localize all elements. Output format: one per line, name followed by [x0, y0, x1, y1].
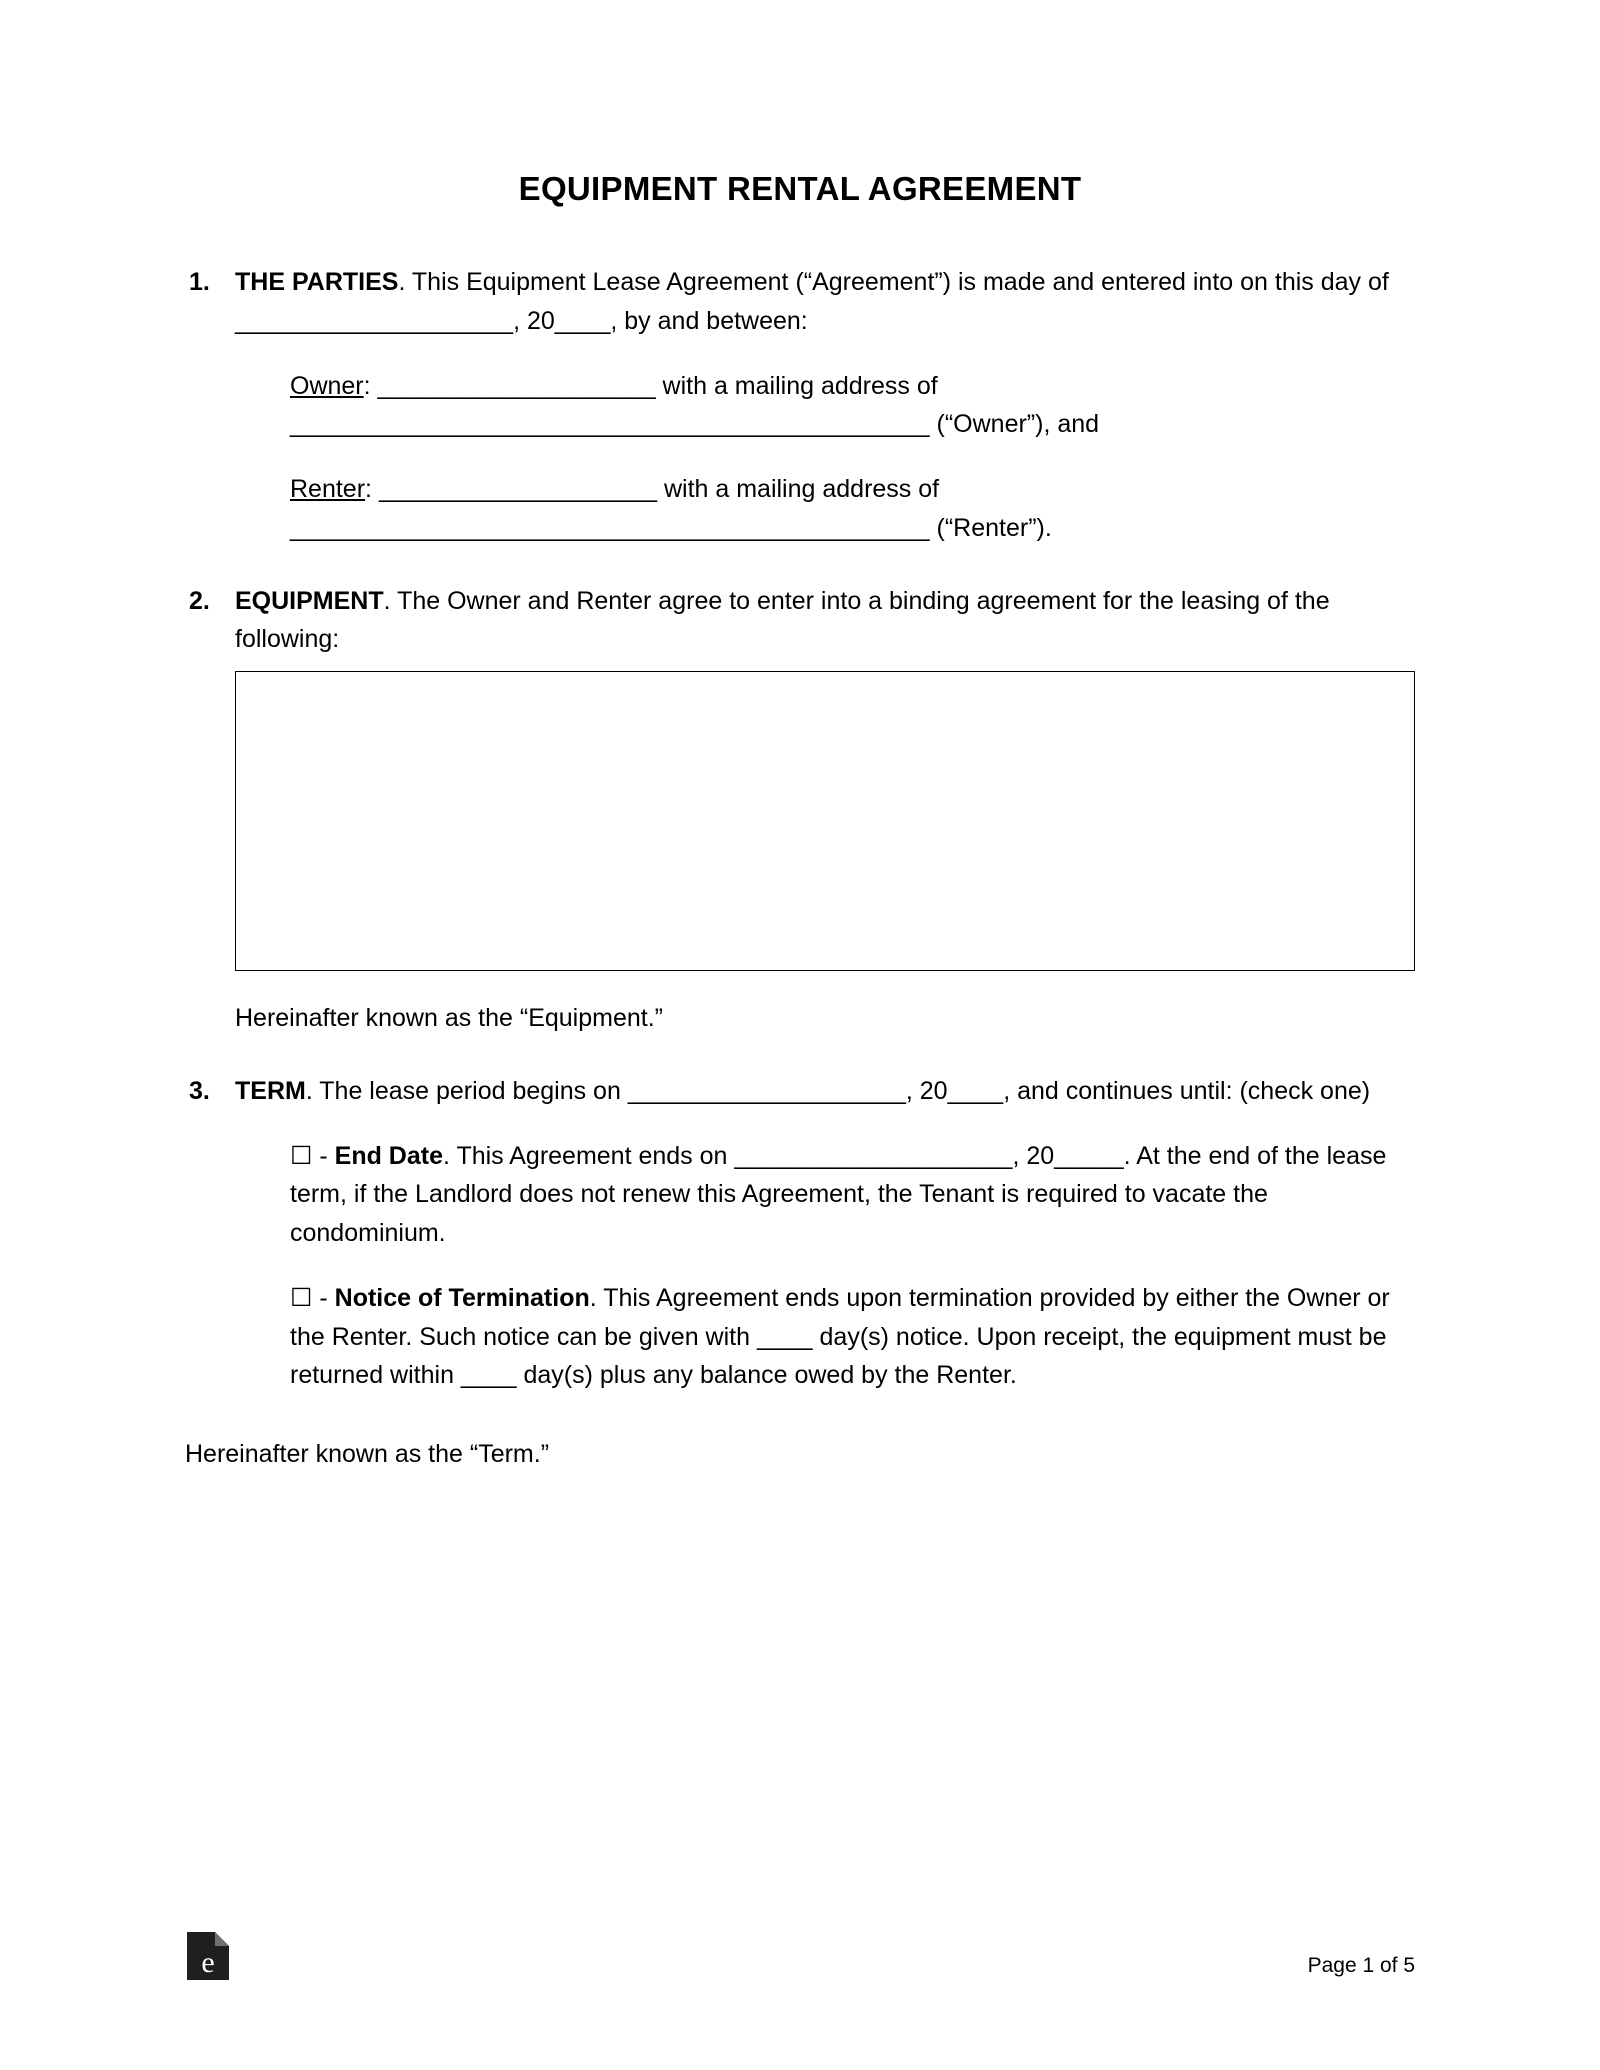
page-number: Page 1 of 5 [1307, 1954, 1415, 1977]
section-number: 1. [189, 268, 210, 296]
section-heading: EQUIPMENT [235, 586, 384, 615]
checkbox-end-date-icon[interactable]: ☐ [290, 1141, 313, 1170]
option-end-date-heading: End Date [334, 1141, 443, 1170]
term-defined-term: Hereinafter known as the “Term.” [185, 1440, 550, 1468]
section-heading: TERM [235, 1076, 306, 1105]
section-intro [235, 1072, 1415, 1111]
eforms-logo-icon [185, 1930, 231, 1982]
equipment-defined-term: Hereinafter known as the “Equipment.” [235, 1004, 663, 1032]
section-intro-text: . The lease period begins on ____________________, 20____, and continues until: (check one) [305, 1076, 1371, 1105]
section-heading: THE PARTIES [235, 268, 399, 296]
section-intro-text: . The Owner and Renter agree to enter into a binding agreement for the leasing of the following: [235, 586, 1330, 654]
option-dash: - [312, 1283, 335, 1312]
owner-line-1: : ____________________ with a mailing address of [363, 371, 938, 400]
renter-line-2: ______________________________________________ (“Renter”). [290, 513, 1052, 542]
owner-block [235, 367, 1415, 445]
section-equipment [185, 582, 1415, 1038]
renter-block [235, 470, 1415, 548]
section-intro-text: . This Equipment Lease Agreement (“Agreement”) is made and entered into on this day of ____________________, 20____, by and between: [235, 268, 1389, 335]
option-end-date [235, 1137, 1415, 1253]
option-end-date-text: . This Agreement ends on ____________________, 20_____. At the end of the lease term, if the Landlord does not renew this Agreement, the Tenant is required to vacate the condominium. [290, 1141, 1387, 1247]
option-notice-text: . This Agreement ends upon termination provided by either the Owner or the Renter. Such notice can be given with ____ day(s) notice. Upon receipt, the equipment must be returned within ____ day(s) plus any balance owed by the Renter. [290, 1283, 1390, 1390]
section-number: 2. [189, 586, 210, 615]
option-dash: - [312, 1141, 335, 1170]
section-intro [235, 582, 1415, 660]
owner-line-2: ______________________________________________ (“Owner”), and [290, 410, 1100, 439]
renter-line-1: : ____________________ with a mailing address of [365, 475, 940, 503]
option-notice-of-termination [235, 1279, 1415, 1395]
section-term [185, 1072, 1415, 1395]
option-notice-heading: Notice of Termination [334, 1283, 590, 1312]
section-the-parties [185, 263, 1415, 548]
renter-label: Renter [290, 475, 366, 503]
page-title: EQUIPMENT RENTAL AGREEMENT [518, 170, 1082, 207]
owner-label: Owner [290, 371, 364, 400]
checkbox-notice-of-termination-icon[interactable]: ☐ [290, 1283, 313, 1312]
section-number: 3. [189, 1076, 210, 1105]
equipment-description-box[interactable] [235, 671, 1415, 971]
svg-text:e: e [201, 1946, 215, 1979]
section-intro [235, 263, 1415, 341]
